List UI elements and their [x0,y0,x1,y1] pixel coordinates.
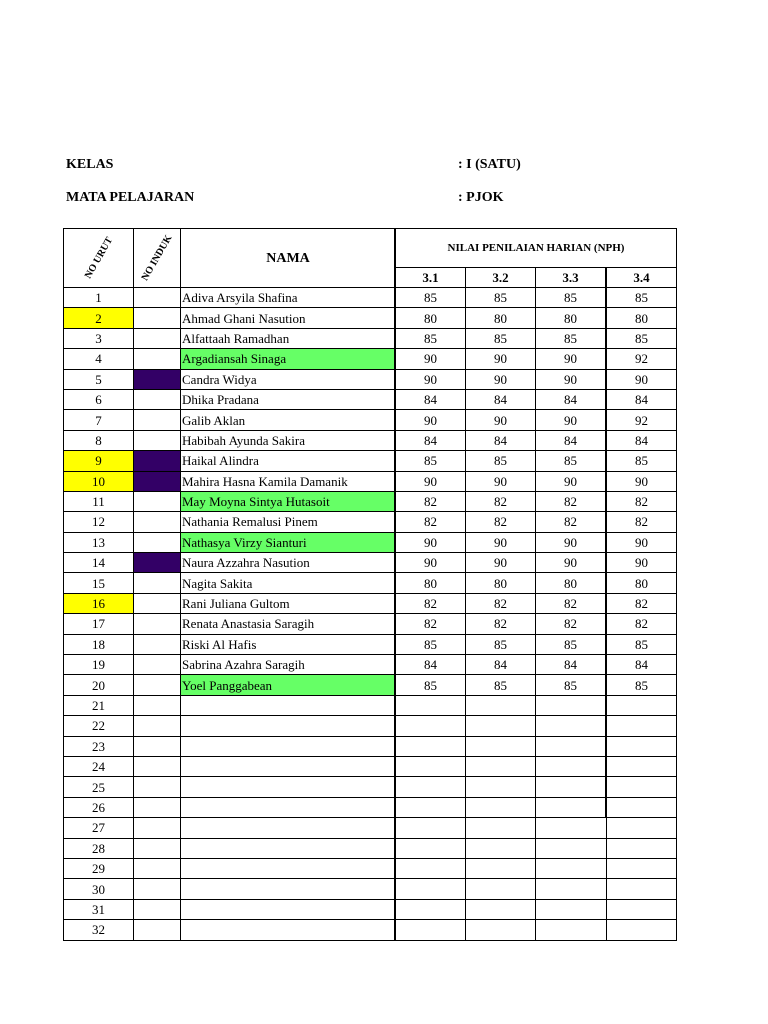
row-number: 12 [64,512,134,532]
row-score: 82 [395,614,466,634]
row-score: 82 [466,614,536,634]
row-score [536,777,607,797]
table-row [64,512,677,532]
row-score [606,879,677,899]
row-score: 90 [606,471,677,491]
row-no-induk [134,777,181,797]
header-nph: NILAI PENILAIAN HARIAN (NPH) [395,229,677,268]
row-score: 84 [606,430,677,450]
row-score [466,838,536,858]
row-number: 8 [64,430,134,450]
table-row [64,471,677,491]
row-student-name [181,716,396,736]
row-no-induk [134,675,181,695]
header-sub-3-2: 3.2 [466,268,536,288]
row-score [466,716,536,736]
row-score: 90 [536,410,607,430]
row-score: 85 [466,288,536,308]
row-number: 11 [64,491,134,511]
row-score [395,777,466,797]
row-score [536,716,607,736]
table-row [64,756,677,776]
row-score [536,920,607,940]
row-score: 90 [466,553,536,573]
row-student-name: Riski Al Hafis [181,634,396,654]
row-student-name [181,777,396,797]
row-score: 84 [536,389,607,409]
row-no-induk [134,899,181,919]
row-score [395,899,466,919]
table-row [64,491,677,511]
row-no-induk [134,491,181,511]
row-score: 85 [606,328,677,348]
kelas-value: : I (SATU) [458,157,521,172]
grade-table [63,228,677,941]
row-score: 85 [395,634,466,654]
row-number: 9 [64,451,134,471]
row-no-induk [134,451,181,471]
row-score [606,920,677,940]
row-student-name: Haikal Alindra [181,451,396,471]
row-number: 13 [64,532,134,552]
row-student-name [181,838,396,858]
mata-pelajaran-value: : PJOK [458,190,504,205]
table-row [64,288,677,308]
row-student-name [181,920,396,940]
row-score [466,818,536,838]
row-number: 7 [64,410,134,430]
header-sub-3-3: 3.3 [536,268,607,288]
row-score [536,858,607,878]
row-student-name: Nathania Remalusi Pinem [181,512,396,532]
row-score [395,736,466,756]
row-no-induk [134,695,181,715]
row-score: 92 [606,410,677,430]
row-score: 82 [466,491,536,511]
header-nama: NAMA [181,229,396,288]
header-no-urut: NO URUT [64,229,134,288]
row-student-name: Habibah Ayunda Sakira [181,430,396,450]
row-score [536,736,607,756]
row-no-induk [134,573,181,593]
row-score [395,920,466,940]
row-score: 84 [395,430,466,450]
row-number: 31 [64,899,134,919]
row-score: 90 [536,349,607,369]
row-no-induk [134,328,181,348]
row-no-induk [134,410,181,430]
row-score [536,756,607,776]
row-number: 19 [64,655,134,675]
row-score [606,736,677,756]
row-score: 90 [606,369,677,389]
row-no-induk [134,389,181,409]
table-row [64,858,677,878]
row-score: 80 [606,308,677,328]
row-score: 85 [466,328,536,348]
row-number: 24 [64,756,134,776]
row-no-induk [134,838,181,858]
row-score [395,858,466,878]
header-sub-3-4: 3.4 [606,268,677,288]
row-score [466,879,536,899]
row-score: 80 [606,573,677,593]
row-no-induk [134,614,181,634]
row-student-name [181,899,396,919]
row-score: 85 [536,328,607,348]
row-no-induk [134,369,181,389]
table-row [64,675,677,695]
row-score: 85 [466,451,536,471]
row-student-name [181,695,396,715]
table-row [64,634,677,654]
table-row [64,920,677,940]
mata-pelajaran-label: MATA PELAJARAN [66,190,195,205]
row-number: 27 [64,818,134,838]
row-no-induk [134,349,181,369]
row-score: 84 [606,655,677,675]
row-score [466,920,536,940]
row-score: 82 [466,512,536,532]
row-number: 30 [64,879,134,899]
row-student-name: Yoel Panggabean [181,675,396,695]
row-score: 90 [395,349,466,369]
row-score: 90 [466,471,536,491]
row-student-name: Galib Aklan [181,410,396,430]
row-score: 90 [466,369,536,389]
row-score: 90 [466,532,536,552]
grade-table-body [64,288,677,941]
row-number: 28 [64,838,134,858]
row-score: 82 [536,512,607,532]
row-score [536,899,607,919]
row-student-name [181,879,396,899]
row-number: 3 [64,328,134,348]
table-row [64,451,677,471]
row-no-induk [134,736,181,756]
kelas-label: KELAS [66,157,114,172]
table-row [64,430,677,450]
row-score: 82 [536,614,607,634]
table-row [64,410,677,430]
row-score: 82 [606,614,677,634]
row-score: 82 [606,512,677,532]
row-student-name: Alfattaah Ramadhan [181,328,396,348]
table-row [64,369,677,389]
row-score: 85 [466,634,536,654]
row-score: 90 [536,471,607,491]
row-student-name: Ahmad Ghani Nasution [181,308,396,328]
row-no-induk [134,288,181,308]
row-student-name [181,858,396,878]
row-no-induk [134,553,181,573]
row-score: 84 [536,430,607,450]
row-score [536,695,607,715]
row-student-name: Rani Juliana Gultom [181,593,396,613]
row-score: 84 [536,655,607,675]
row-number: 22 [64,716,134,736]
row-no-induk [134,858,181,878]
row-number: 18 [64,634,134,654]
row-score: 82 [395,593,466,613]
row-score: 84 [395,655,466,675]
row-score [536,838,607,858]
row-score: 90 [606,553,677,573]
row-number: 6 [64,389,134,409]
row-score: 84 [395,389,466,409]
row-score: 84 [466,655,536,675]
row-score: 85 [466,675,536,695]
row-score [466,777,536,797]
row-student-name: Candra Widya [181,369,396,389]
row-no-induk [134,716,181,736]
row-student-name [181,756,396,776]
row-score: 90 [536,532,607,552]
row-score: 82 [536,491,607,511]
row-score [606,838,677,858]
row-score: 80 [466,573,536,593]
table-row [64,573,677,593]
row-score: 90 [536,369,607,389]
row-student-name: Renata Anastasia Saragih [181,614,396,634]
row-score: 90 [395,410,466,430]
row-no-induk [134,308,181,328]
row-score: 82 [395,491,466,511]
row-score: 90 [466,349,536,369]
table-row [64,389,677,409]
row-score: 80 [466,308,536,328]
row-number: 15 [64,573,134,593]
row-score: 85 [395,288,466,308]
row-number: 21 [64,695,134,715]
row-score: 80 [536,573,607,593]
row-score: 90 [395,532,466,552]
row-student-name: Nathasya Virzy Sianturi [181,532,396,552]
row-student-name: May Moyna Sintya Hutasoit [181,491,396,511]
row-student-name [181,797,396,817]
row-score [466,858,536,878]
row-no-induk [134,756,181,776]
row-score [395,838,466,858]
row-score: 84 [466,430,536,450]
row-number: 2 [64,308,134,328]
row-score [395,797,466,817]
row-score: 80 [536,308,607,328]
table-row [64,593,677,613]
row-score [395,879,466,899]
row-number: 32 [64,920,134,940]
table-row [64,308,677,328]
table-row [64,655,677,675]
row-score: 85 [536,288,607,308]
row-number: 26 [64,797,134,817]
row-score [395,695,466,715]
row-score [606,756,677,776]
row-score: 90 [395,553,466,573]
row-score [606,818,677,838]
row-score [395,818,466,838]
row-score [466,756,536,776]
row-score [606,716,677,736]
table-row [64,818,677,838]
table-row [64,328,677,348]
row-student-name: Dhika Pradana [181,389,396,409]
row-no-induk [134,512,181,532]
table-row [64,349,677,369]
row-score: 82 [606,491,677,511]
row-score: 85 [395,328,466,348]
row-score: 85 [536,451,607,471]
row-score: 82 [395,512,466,532]
row-no-induk [134,471,181,491]
row-score: 85 [536,675,607,695]
row-number: 16 [64,593,134,613]
row-score: 80 [395,573,466,593]
row-number: 4 [64,349,134,369]
row-number: 10 [64,471,134,491]
table-row [64,532,677,552]
row-number: 25 [64,777,134,797]
row-number: 1 [64,288,134,308]
table-row [64,695,677,715]
row-score [606,695,677,715]
table-row [64,553,677,573]
row-no-induk [134,797,181,817]
row-no-induk [134,879,181,899]
row-score [606,899,677,919]
row-student-name [181,736,396,756]
row-score [536,797,607,817]
row-score: 85 [395,451,466,471]
row-score [466,736,536,756]
row-score: 80 [395,308,466,328]
row-number: 29 [64,858,134,878]
row-no-induk [134,655,181,675]
row-number: 14 [64,553,134,573]
row-score: 85 [536,634,607,654]
table-row [64,736,677,756]
row-score: 82 [606,593,677,613]
row-number: 20 [64,675,134,695]
row-score [466,695,536,715]
row-student-name: Nagita Sakita [181,573,396,593]
header-sub-3-1: 3.1 [395,268,466,288]
row-number: 5 [64,369,134,389]
row-no-induk [134,920,181,940]
row-score: 90 [536,553,607,573]
row-number: 23 [64,736,134,756]
row-no-induk [134,532,181,552]
table-row [64,797,677,817]
row-score: 90 [606,532,677,552]
row-score: 82 [536,593,607,613]
row-score: 84 [606,389,677,409]
row-number: 17 [64,614,134,634]
row-score: 85 [606,451,677,471]
table-row [64,899,677,919]
row-score [395,756,466,776]
row-student-name: Sabrina Azahra Saragih [181,655,396,675]
row-score: 92 [606,349,677,369]
row-score: 84 [466,389,536,409]
table-row [64,614,677,634]
row-score: 85 [395,675,466,695]
row-no-induk [134,818,181,838]
row-no-induk [134,593,181,613]
row-score [466,899,536,919]
row-score [536,818,607,838]
row-score: 90 [466,410,536,430]
row-score: 90 [395,369,466,389]
row-score [606,777,677,797]
row-score [606,858,677,878]
row-score: 85 [606,675,677,695]
row-score: 85 [606,288,677,308]
row-no-induk [134,634,181,654]
row-score [606,797,677,817]
row-score: 82 [466,593,536,613]
row-score [466,797,536,817]
row-score: 85 [606,634,677,654]
row-no-induk [134,430,181,450]
table-row [64,777,677,797]
row-student-name: Adiva Arsyila Shafina [181,288,396,308]
row-student-name: Naura Azzahra Nasution [181,553,396,573]
header-no-induk: NO INDUK [134,229,181,288]
table-row [64,879,677,899]
row-score: 90 [395,471,466,491]
row-student-name: Mahira Hasna Kamila Damanik [181,471,396,491]
row-score [536,879,607,899]
row-student-name: Argadiansah Sinaga [181,349,396,369]
row-score [395,716,466,736]
row-student-name [181,818,396,838]
table-row [64,838,677,858]
table-row [64,716,677,736]
